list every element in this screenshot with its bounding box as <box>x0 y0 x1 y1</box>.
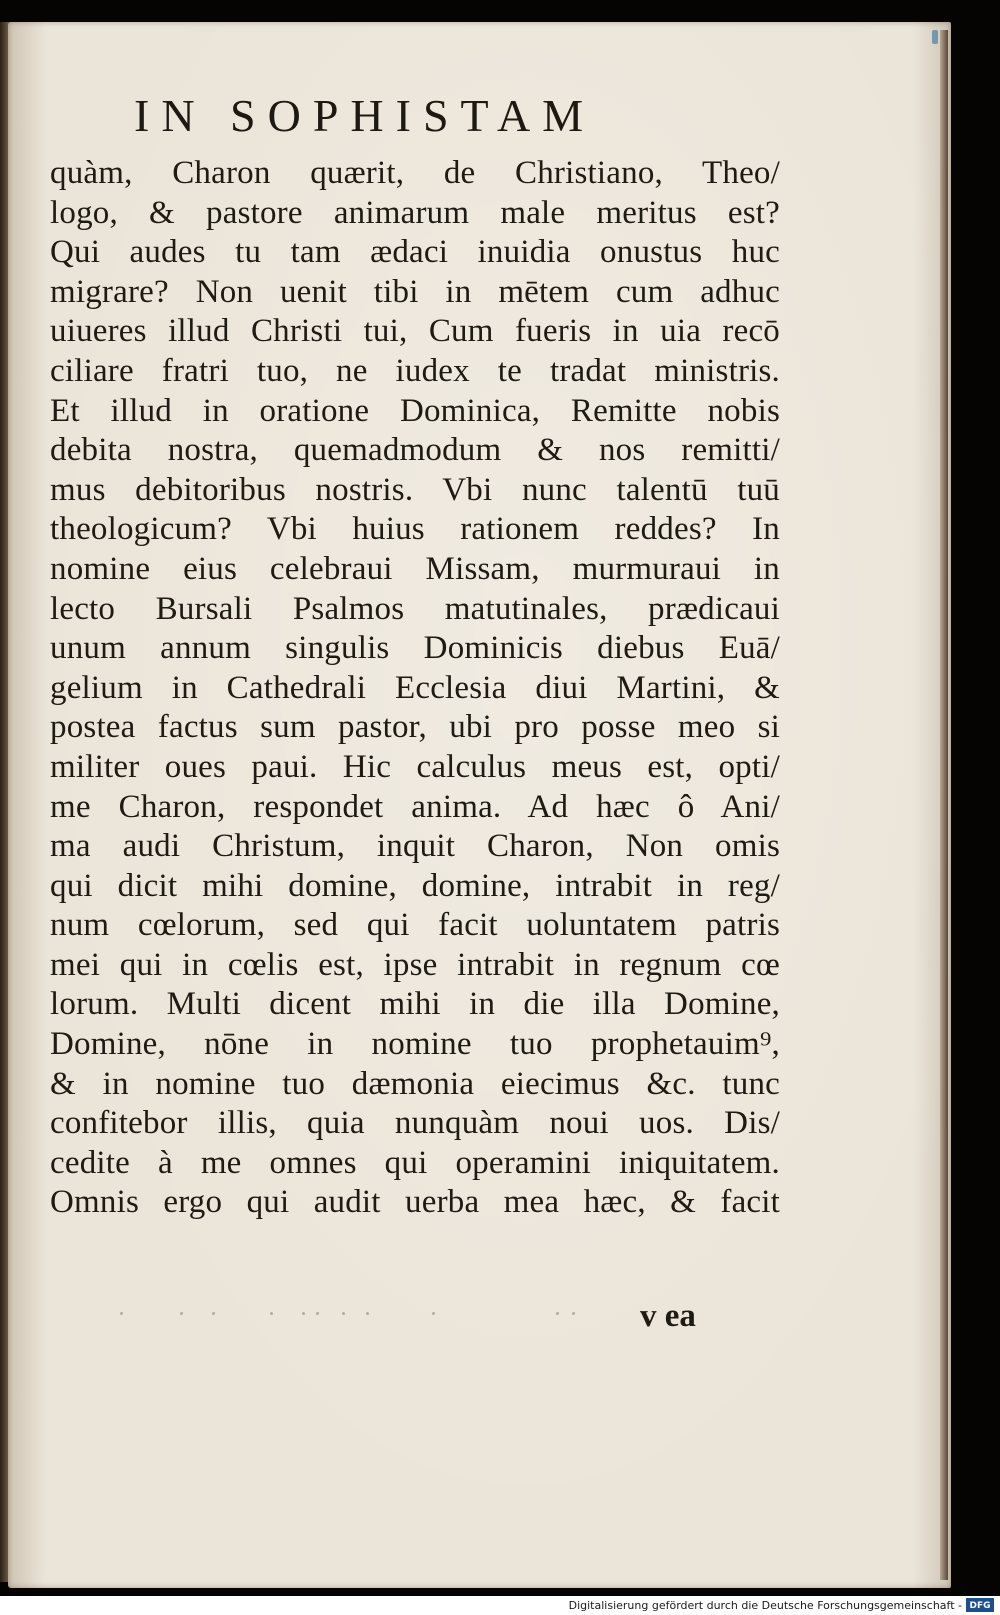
text-line: uiueres illud Christi tui, Cum fueris in uia recō <box>50 313 780 350</box>
text-line: cedite à me omnes qui operamini iniquitatem. <box>50 1144 780 1181</box>
text-line: lecto Bursali Psalmos matutinales, prædicaui <box>50 590 780 627</box>
text-line: num cœlorum, sed qui facit uoluntatem patris <box>50 907 780 944</box>
text-line: Et illud in oratione Dominica, Remitte nobis <box>50 392 780 429</box>
text-line: qui dicit mihi domine, domine, intrabit in reg/ <box>50 867 780 904</box>
ink-speck <box>270 1312 273 1315</box>
text-line: postea factus sum pastor, ubi pro posse meo si <box>50 709 780 746</box>
bookmark-tab <box>932 30 938 44</box>
ink-specks <box>120 1310 580 1320</box>
page-right-edge <box>940 30 948 1580</box>
text-line: Qui audes tu tam ædaci inuidia onustus huc <box>50 234 780 271</box>
ink-speck <box>366 1312 369 1315</box>
text-line: quàm, Charon quærit, de Christiano, Theo/ <box>50 155 780 191</box>
body-text <box>50 154 780 1223</box>
text-line: militer oues paui. Hic calculus meus est, opti/ <box>50 748 780 785</box>
text-line: Omnis ergo qui audit uerba mea hæc, & facit <box>50 1184 780 1221</box>
footer-bar <box>0 1596 1000 1615</box>
ink-speck <box>572 1312 575 1315</box>
text-line: nomine eius celebraui Missam, murmuraui in <box>50 550 780 587</box>
text-line: migrare? Non uenit tibi in mētem cum adhuc <box>50 273 780 310</box>
dfg-logo: DFG <box>966 1598 994 1612</box>
text-line: Domine, nōne in nomine tuo prophetauim⁹, <box>50 1026 780 1063</box>
ink-speck <box>342 1312 345 1315</box>
ink-speck <box>212 1312 215 1315</box>
text-line: mus debitoribus nostris. Vbi nunc talentū tuū <box>50 471 780 508</box>
text-line: theologicum? Vbi huius rationem reddes? In <box>50 511 780 548</box>
text-line: & in nomine tuo dæmonia eiecimus &c. tunc <box>50 1065 780 1102</box>
text-line: confitebor illis, quia nunquàm noui uos. Dis/ <box>50 1105 780 1142</box>
ink-speck <box>120 1312 123 1315</box>
ink-speck <box>432 1312 435 1315</box>
text-line: mei qui in cœlis est, ipse intrabit in regnum cœ <box>50 946 780 983</box>
catchword-row <box>120 1296 720 1336</box>
text-line: lorum. Multi dicent mihi in die illa Domine, <box>50 986 780 1023</box>
text-line: debita nostra, quemadmodum & nos remitti/ <box>50 432 780 469</box>
text-line: gelium in Cathedrali Ecclesia diui Martini, & <box>50 669 780 706</box>
ink-speck <box>316 1312 319 1315</box>
ink-speck <box>556 1312 559 1315</box>
running-head: IN SOPHISTAM <box>134 90 596 141</box>
catchword: v ea <box>640 1298 696 1334</box>
text-line: ma audi Christum, inquit Charon, Non omis <box>50 828 780 865</box>
text-line: ciliare fratri tuo, ne iudex te tradat ministris. <box>50 352 780 389</box>
text-line: logo, & pastore animarum male meritus est? <box>50 194 780 231</box>
text-line: unum annum singulis Dominicis diebus Euā/ <box>50 630 780 667</box>
ink-speck <box>302 1312 305 1315</box>
funding-credit: Digitalisierung gefördert durch die Deutsche Forschungsgemeinschaft - <box>568 1599 962 1612</box>
text-line: me Charon, respondet anima. Ad hæc ô Ani/ <box>50 788 780 825</box>
ink-speck <box>180 1312 183 1315</box>
